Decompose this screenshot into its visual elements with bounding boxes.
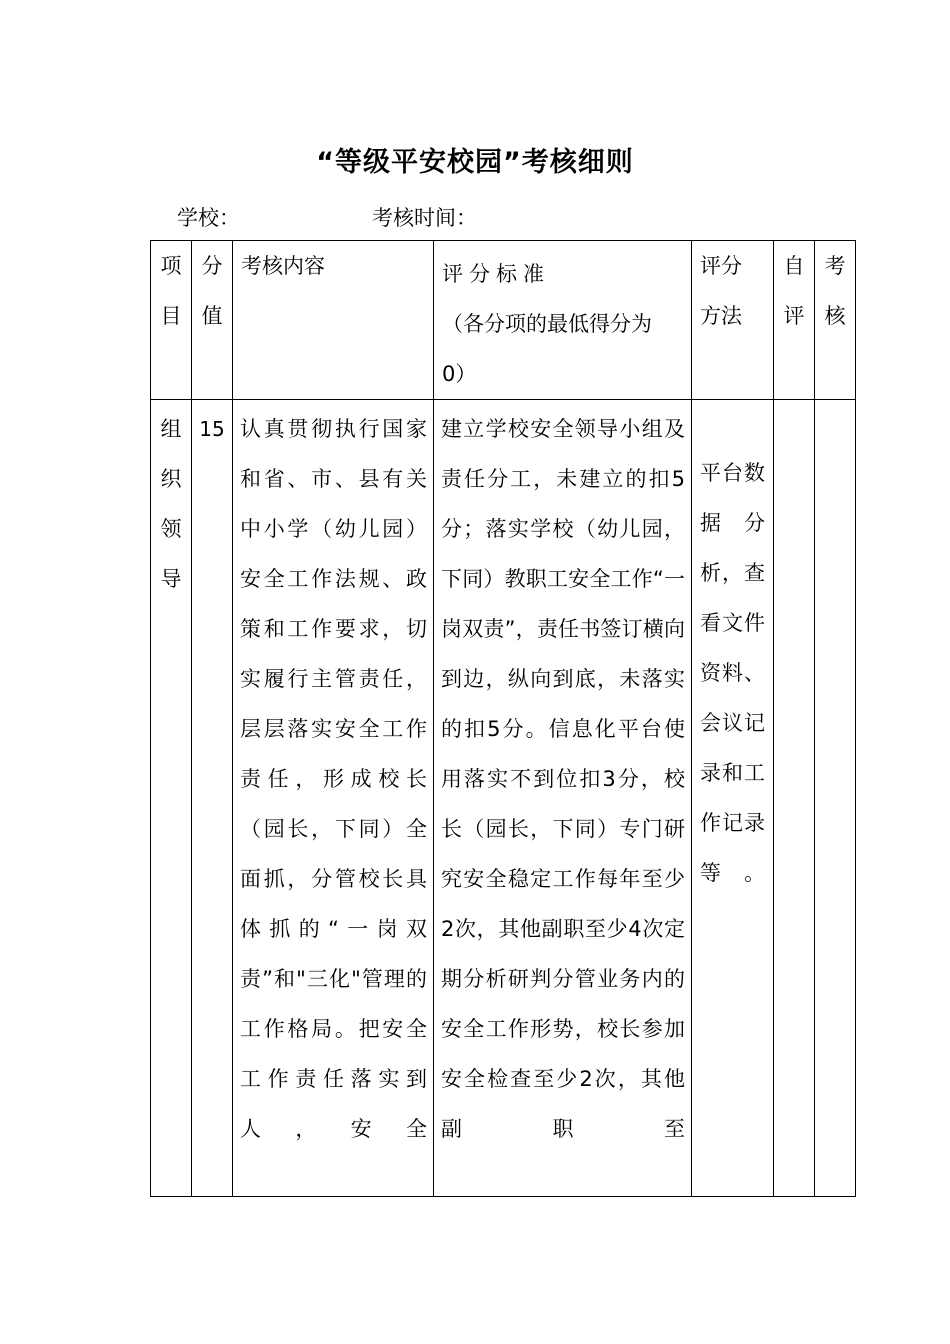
document-title: “等级平安校园”考核细则 (316, 147, 634, 178)
header-item (151, 241, 192, 400)
header-self-eval-char: 自 (783, 254, 805, 278)
assessment-time-label: 考核时间： (372, 206, 477, 230)
row-item (151, 400, 192, 1197)
header-method-line: 方法 (700, 304, 742, 328)
header-review-char: 核 (824, 304, 846, 328)
header-standard (434, 241, 692, 400)
header-item-char: 项 (160, 254, 182, 278)
row-item-char: 织 (160, 467, 182, 491)
row-standard-text: 建立学校安全领导小组及责任分工，未建立的扣5分；落实学校（幼儿园，下同）教职工安全工作“一岗双责”，责任书签订横向到边，纵向到底，未落实的扣5分。信息化平台使用落实不到位扣3分，校长（园长，下同）专门研究安全稳定工作每年至少2次，其他副职至少4次定期分析研判分管业务内的安全工作形势，校长参加安全检查至少2次，其他副职至 (441, 417, 685, 1141)
header-method (692, 241, 774, 400)
row-content-text: 认真贯彻执行国家和省、市、县有关中小学（幼儿园）安全工作法规、政策和工作要求，切实履行主管责任，层层落实安全工作责任，形成校长（园长，下同）全面抓，分管校长具体抓的“一岗双责”和"三化"管理的工作格局。把安全工作责任落实到人，安全 (240, 417, 427, 1141)
header-method-line: 评分 (700, 254, 742, 278)
table-header-row (151, 241, 856, 400)
row-method-text: 平台数据分析，查看文件资料、会议记录和工作记录等。 (700, 461, 765, 885)
header-self-eval (774, 241, 815, 400)
header-item-char: 目 (160, 304, 182, 328)
header-self-eval-char: 评 (783, 304, 805, 328)
row-self-eval[interactable] (774, 400, 815, 1197)
header-content-label: 考核内容 (241, 254, 325, 278)
row-review[interactable] (815, 400, 856, 1197)
row-score-value: 15 (199, 417, 225, 441)
assessment-table (150, 240, 856, 1197)
header-standard-note: （各分项的最低得分为 (442, 312, 652, 336)
table-row (151, 400, 856, 1197)
row-item-char: 组 (160, 417, 182, 441)
header-score-char: 分 (201, 254, 223, 278)
header-score-char: 值 (201, 304, 223, 328)
header-content (233, 241, 434, 400)
row-standard (434, 400, 692, 1197)
row-item-char: 领 (160, 517, 182, 541)
meta-row (177, 202, 477, 232)
header-review (815, 241, 856, 400)
school-label: 学校： (177, 206, 240, 230)
row-item-char: 导 (160, 567, 182, 591)
header-standard-title: 评分标准 (442, 262, 550, 286)
header-score (192, 241, 233, 400)
row-content (233, 400, 434, 1197)
row-score (192, 400, 233, 1197)
header-standard-note-end: 0） (442, 362, 477, 386)
header-review-char: 考 (824, 254, 846, 278)
row-method (692, 400, 774, 1197)
